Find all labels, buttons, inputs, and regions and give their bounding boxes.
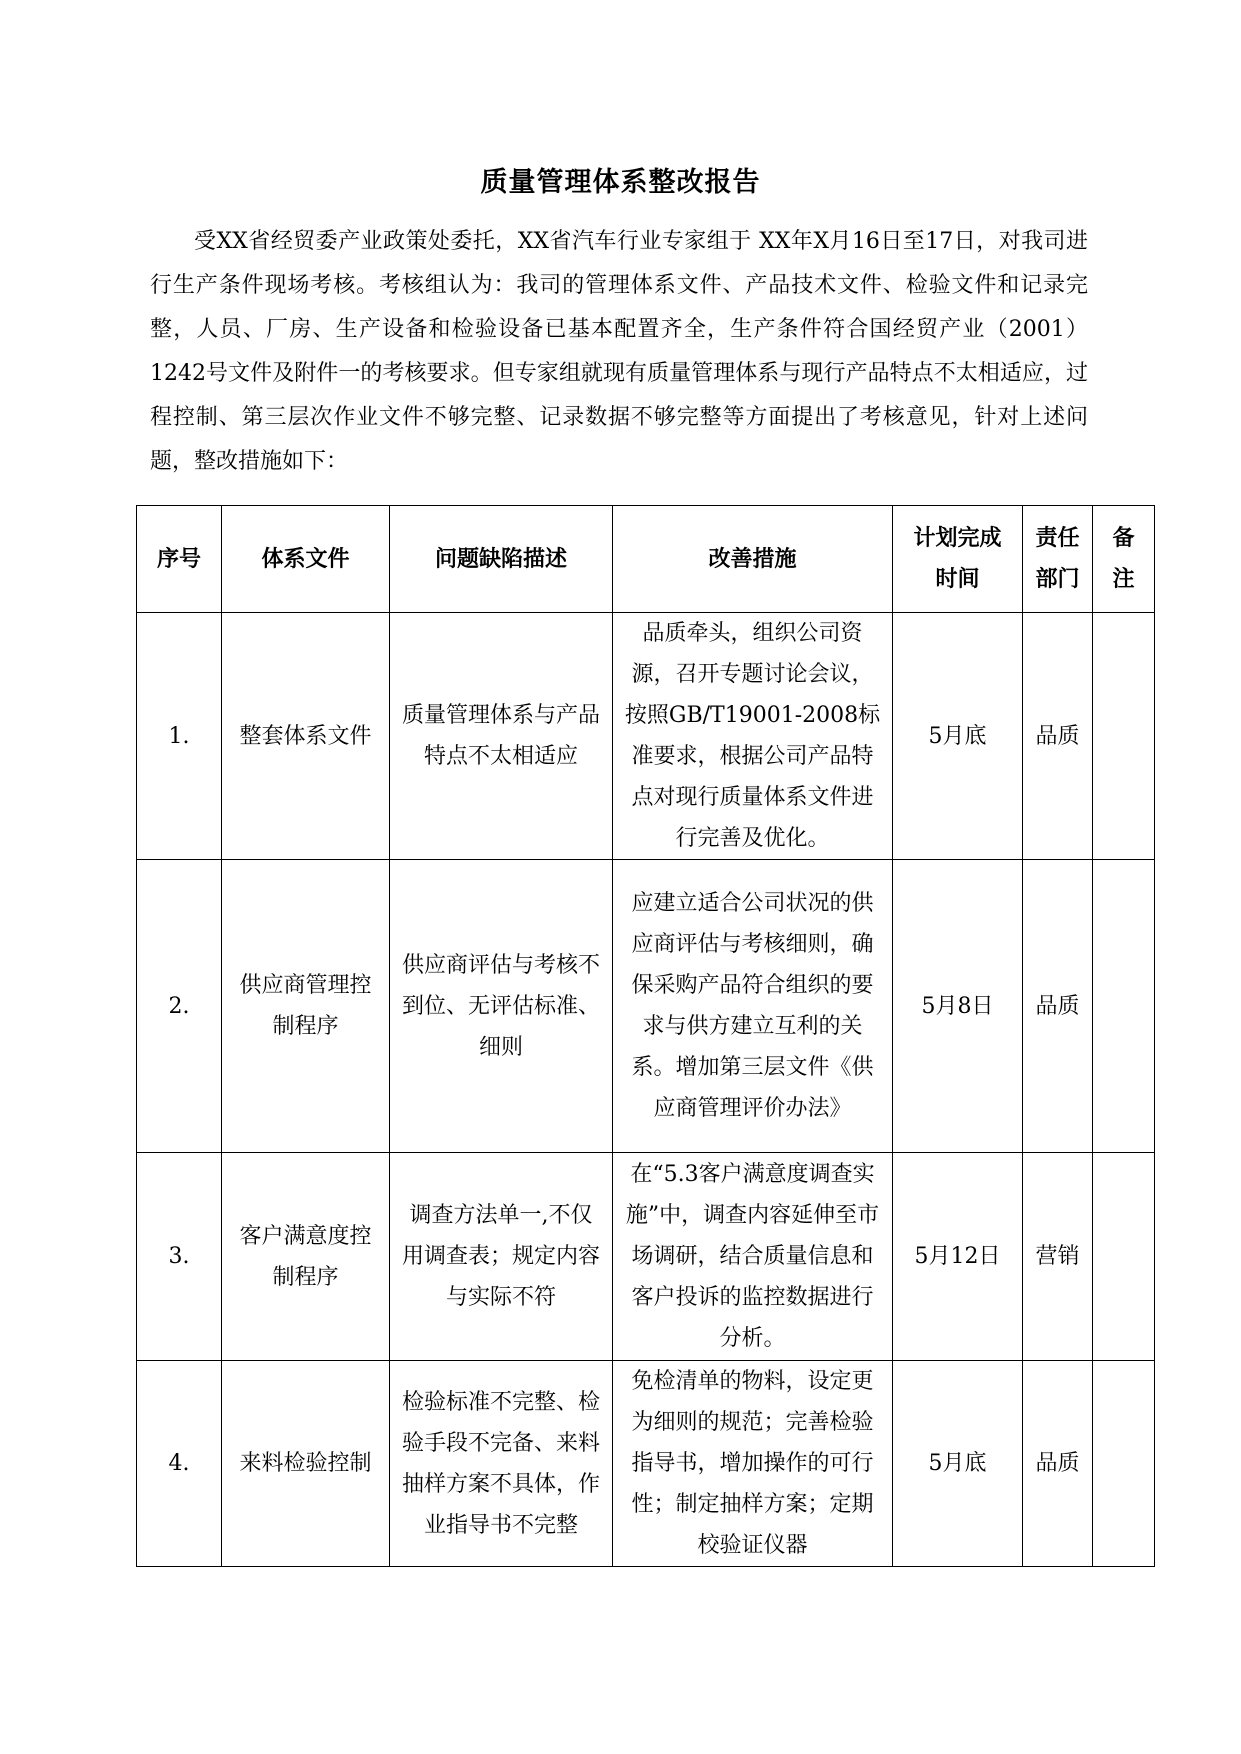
cell-dept: 营销 — [1023, 1153, 1093, 1361]
cell-system-doc: 供应商管理控制程序 — [222, 860, 390, 1153]
cell-system-doc: 来料检验控制 — [222, 1361, 390, 1567]
cell-remark — [1093, 1153, 1155, 1361]
table-row — [137, 860, 1155, 1153]
cell-no: 2. — [137, 860, 222, 1153]
cell-no: 3. — [137, 1153, 222, 1361]
cell-plan-time: 5月8日 — [893, 860, 1023, 1153]
table-row — [137, 613, 1155, 860]
header-problem: 问题缺陷描述 — [390, 506, 613, 613]
cell-dept: 品质 — [1023, 1361, 1093, 1567]
header-system-doc: 体系文件 — [222, 506, 390, 613]
cell-remark — [1093, 860, 1155, 1153]
table-row — [137, 1153, 1155, 1361]
header-no: 序号 — [137, 506, 222, 613]
cell-problem: 调查方法单一,不仅用调查表；规定内容与实际不符 — [390, 1153, 613, 1361]
cell-measure: 应建立适合公司状况的供应商评估与考核细则，确保采购产品符合组织的要求与供方建立互利的关系。增加第三层文件《供应商管理评价办法》 — [613, 860, 893, 1153]
cell-no: 1. — [137, 613, 222, 860]
rectification-table — [136, 505, 1155, 1567]
cell-dept: 品质 — [1023, 860, 1093, 1153]
header-dept: 责任部门 — [1023, 506, 1093, 613]
cell-measure: 在“5.3客户满意度调查实施”中，调查内容延伸至市场调研，结合质量信息和客户投诉的监控数据进行分析。 — [613, 1153, 893, 1361]
cell-problem: 质量管理体系与产品特点不太相适应 — [390, 613, 613, 860]
cell-dept: 品质 — [1023, 613, 1093, 860]
table-row — [137, 1361, 1155, 1567]
header-remark: 备注 — [1093, 506, 1155, 613]
cell-remark — [1093, 1361, 1155, 1567]
cell-remark — [1093, 613, 1155, 860]
header-measure: 改善措施 — [613, 506, 893, 613]
document-title: 质量管理体系整改报告 — [480, 167, 761, 198]
cell-plan-time: 5月底 — [893, 613, 1023, 860]
cell-measure: 品质牵头，组织公司资源，召开专题讨论会议，按照GB/T19001-2008标准要求，根据公司产品特点对现行质量体系文件进行完善及优化。 — [613, 613, 893, 860]
cell-problem: 供应商评估与考核不到位、无评估标准、细则 — [390, 860, 613, 1153]
cell-measure: 免检清单的物料，设定更为细则的规范；完善检验指导书，增加操作的可行性；制定抽样方案；定期校验证仪器 — [613, 1361, 893, 1567]
cell-problem: 检验标准不完整、检验手段不完备、来料抽样方案不具体，作业指导书不完整 — [390, 1361, 613, 1567]
header-plan-time: 计划完成时间 — [893, 506, 1023, 613]
cell-system-doc: 整套体系文件 — [222, 613, 390, 860]
table-header-row — [137, 506, 1155, 613]
intro-paragraph: 受XX省经贸委产业政策处委托，XX省汽车行业专家组于 XX年X月16日至17日，对我司进行生产条件现场考核。考核组认为：我司的管理体系文件、产品技术文件、检验文件和记录完整，人员、厂房、生产设备和检验设备已基本配置齐全，生产条件符合国经贸产业（2001）1242号文件及附件一的考核要求。但专家组就现有质量管理体系与现行产品特点不太相适应，过程控制、第三层次作业文件不够完整、记录数据不够完整等方面提出了考核意见，针对上述问题，整改措施如下： — [150, 229, 1088, 474]
cell-system-doc: 客户满意度控制程序 — [222, 1153, 390, 1361]
cell-plan-time: 5月12日 — [893, 1153, 1023, 1361]
cell-no: 4. — [137, 1361, 222, 1567]
cell-plan-time: 5月底 — [893, 1361, 1023, 1567]
